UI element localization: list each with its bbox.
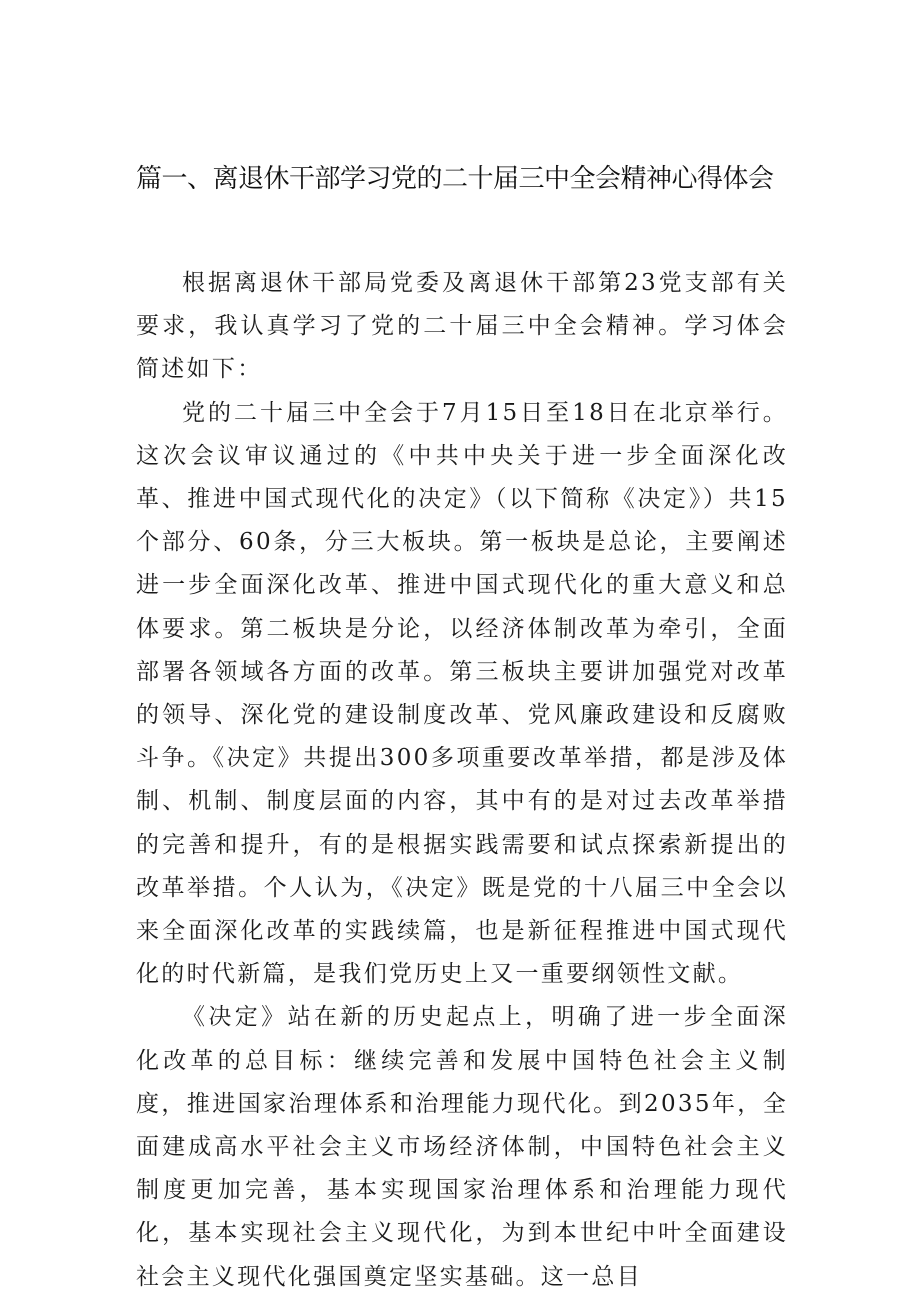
paragraph-3: 《决定》站在新的历史起点上，明确了进一步全面深化改革的总目标：继续完善和发展中国特色社会主义制度，推进国家治理体系和治理能力现代化。到2035年，全面建成高水平社会主义市场经济体制，中国特色社会主义制度更加完善，基本实现国家治理体系和治理能力现代化，基本实现社会主义现代化，为到本世纪中叶全面建设社会主义现代化强国奠定坚实基础。这一总目 <box>136 1004 788 1290</box>
document-body <box>136 262 788 1299</box>
paragraph-1: 根据离退休干部局党委及离退休干部第23党支部有关要求，我认真学习了党的二十届三中全会精神。学习体会简述如下： <box>136 270 788 383</box>
paragraph-2: 党的二十届三中全会于7月15日至18日在北京举行。这次会议审议通过的《中共中央关于进一步全面深化改革、推进中国式现代化的决定》（以下简称《决定》）共15个部分、60条，分三大板块。第一板块是总论，主要阐述进一步全面深化改革、推进中国式现代化的重大意义和总体要求。第二板块是分论，以经济体制改革为牵引，全面部署各领域各方面的改革。第三板块主要讲加强党对改革的领导、深化党的建设制度改革、党风廉政建设和反腐败斗争。《决定》共提出300多项重要改革举措，都是涉及体制、机制、制度层面的内容，其中有的是对过去改革举措的完善和提升，有的是根据实践需要和试点探索新提出的改革举措。个人认为，《决定》既是党的十八届三中全会以来全面深化改革的实践续篇，也是新征程推进中国式现代化的时代新篇，是我们党历史上又一重要纲领性文献。 <box>136 399 788 988</box>
document-title: 篇一、离退休干部学习党的二十届三中全会精神心得体会 <box>136 164 774 194</box>
